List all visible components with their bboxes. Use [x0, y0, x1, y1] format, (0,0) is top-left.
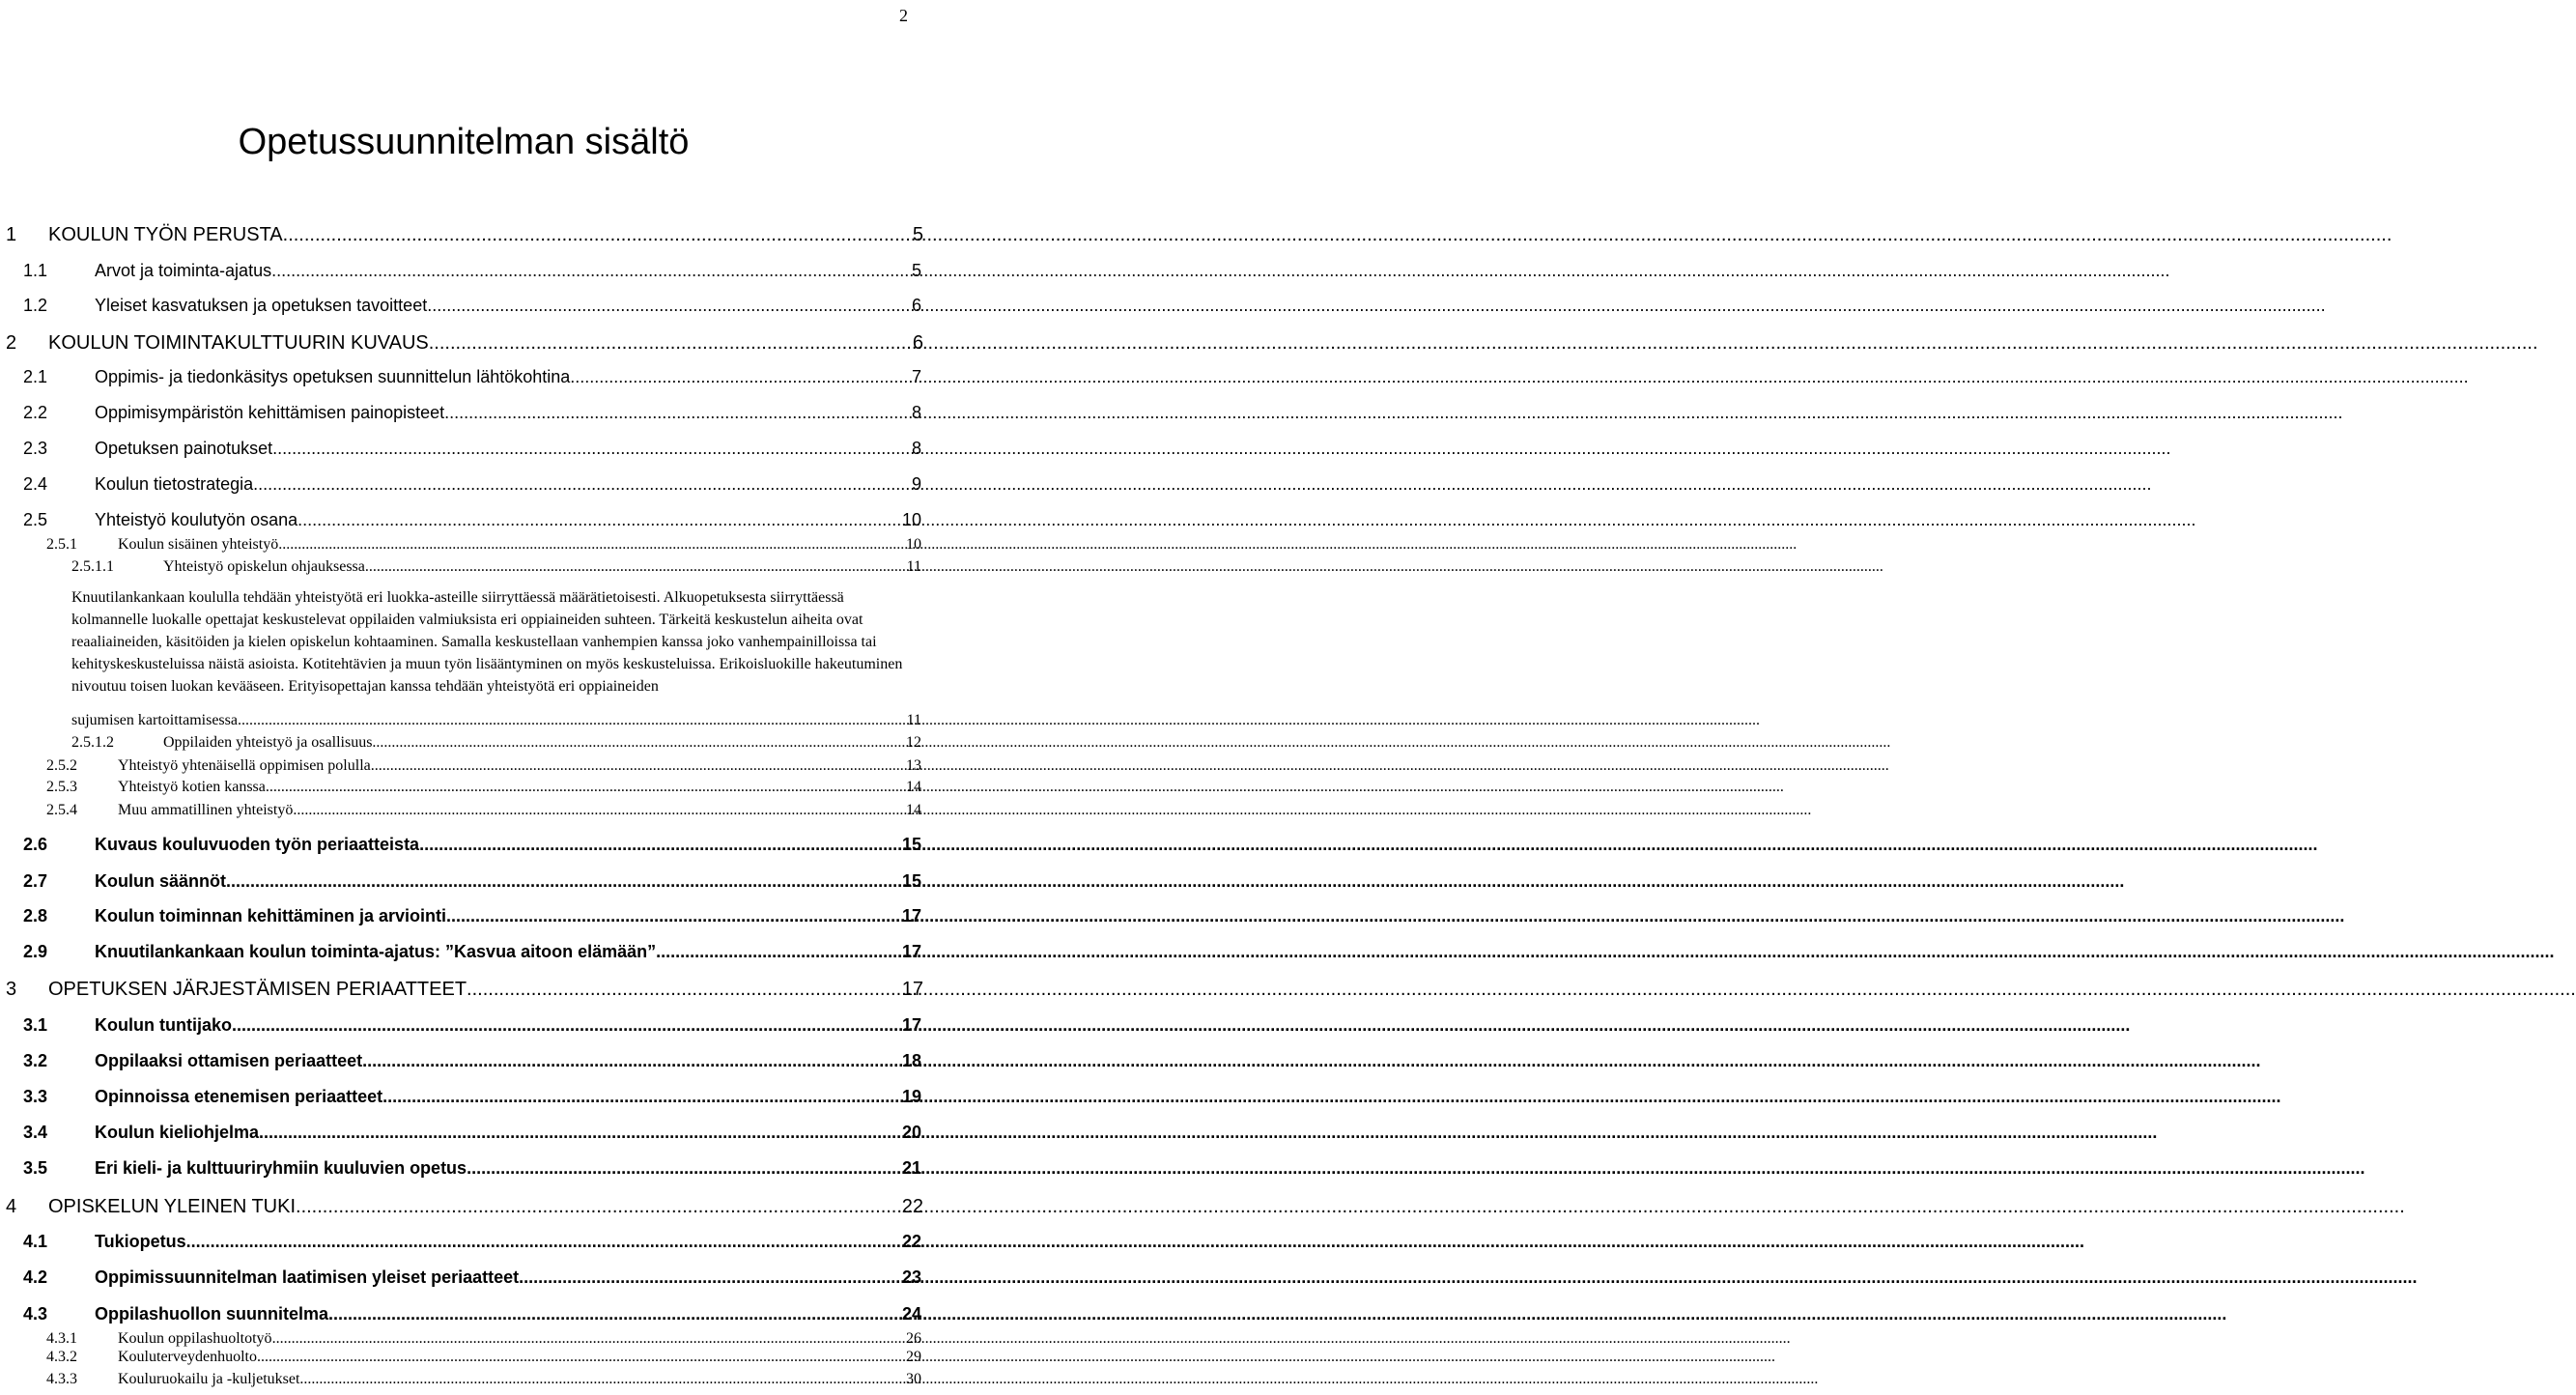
toc-entry[interactable] [0, 1304, 927, 1324]
dot-leader [232, 1015, 902, 1036]
toc-entry-text: Yleiset kasvatuksen ja opetuksen tavoitteet [95, 296, 428, 315]
toc-entry-number: 4.1 [23, 1232, 48, 1251]
toc-entry-number: 2.3 [23, 439, 48, 458]
toc-entry-number: 2.5.3 [46, 779, 77, 795]
dot-leader [297, 510, 902, 530]
toc-entry[interactable] [0, 367, 927, 387]
toc-entry-number: 2.5.1 [46, 536, 77, 553]
toc-entry-page: 22 [901, 1232, 921, 1251]
dot-leader [293, 802, 906, 819]
dot-leader [362, 1051, 902, 1071]
toc-entry-page: 10 [906, 536, 921, 553]
toc-entry[interactable] [0, 224, 927, 246]
toc-entry-page: 8 [911, 403, 921, 422]
toc-entry-number: 2.9 [23, 942, 48, 961]
toc-entry-number: 4 [6, 1196, 17, 1217]
toc-entry[interactable] [0, 1087, 927, 1107]
toc-entry-number: 2.1 [23, 367, 48, 386]
toc-entry-text: Koulun tuntijako [95, 1015, 232, 1035]
toc-entry-page: 17 [901, 979, 923, 1000]
toc-entry-page: 15 [901, 835, 921, 854]
toc-entry[interactable] [0, 802, 927, 819]
toc-entry[interactable] [0, 296, 927, 316]
toc-entry[interactable] [0, 510, 927, 530]
toc-entry-number: 2.5 [23, 510, 48, 529]
toc-entry-page: 5 [912, 224, 923, 245]
toc-entry-page: 24 [901, 1304, 921, 1324]
page-title: Opetussuunnitelman sisältö [238, 122, 690, 162]
dot-leader [296, 1196, 902, 1218]
dot-leader [570, 367, 912, 387]
toc-entry-text: Tukiopetus [95, 1232, 186, 1251]
toc-entry-text: Oppilashuollon suunnitelma [95, 1304, 329, 1324]
toc-entry[interactable] [0, 1015, 927, 1036]
dot-leader [272, 439, 912, 459]
toc-entry-page: 23 [901, 1267, 921, 1287]
toc-entry-text: Yhteistyö kotien kanssa [118, 779, 266, 795]
toc-entry-text: Oppilaaksi ottamisen periaatteet [95, 1051, 363, 1070]
toc-entry[interactable] [0, 906, 927, 926]
toc-entry-number: 2.5.1.2 [71, 734, 114, 751]
dot-leader [299, 1371, 906, 1388]
toc-entry[interactable] [0, 1232, 927, 1252]
toc-entry-text: Koulun toiminnan kehittäminen ja arviointi [95, 906, 447, 925]
dot-leader [446, 906, 902, 926]
dot-leader [186, 1232, 902, 1252]
toc-entry-page: 13 [906, 757, 921, 774]
toc-entry[interactable] [0, 942, 927, 962]
dot-leader [419, 835, 902, 855]
toc-entry-number: 1.2 [23, 296, 48, 315]
toc-entry[interactable] [0, 1158, 927, 1179]
dot-leader [266, 779, 906, 796]
toc-entry-text: Kouluruokailu ja -kuljetukset [118, 1371, 300, 1387]
toc-entry-page: 8 [911, 439, 921, 458]
toc-entry[interactable] [0, 403, 927, 423]
toc-entry-text: Koulun kieliohjelma [95, 1123, 260, 1142]
dot-leader [272, 1330, 906, 1348]
toc-entry-number: 2.5.4 [46, 802, 77, 818]
toc-entry-text: Yhteistyö opiskelun ohjauksessa [163, 558, 365, 575]
toc-entry-page: 15 [901, 871, 921, 891]
toc-entry-number: 3 [6, 979, 17, 1000]
dot-leader [467, 979, 902, 1001]
toc-entry-text: Koulun tietostrategia [95, 474, 254, 494]
toc-entry-text: Oppimisympäristön kehittämisen painopisteet [95, 403, 445, 422]
toc-entry-text: Koulun sisäinen yhteistyö [118, 536, 279, 553]
toc-entry[interactable] [0, 1371, 927, 1388]
dot-leader [429, 332, 913, 355]
toc-entry-text: Oppilaiden yhteistyö ja osallisuus [163, 734, 373, 751]
toc-entry-text: Arvot ja toiminta-ajatus [95, 261, 272, 280]
toc-entry-text: Koulun oppilashuoltotyö [118, 1330, 272, 1347]
toc-entry-number: 4.3.2 [46, 1349, 77, 1365]
toc-entry-page: 22 [901, 1196, 923, 1217]
toc-entry-page: 6 [912, 332, 923, 354]
toc-wrapped-paragraph-last-line[interactable] [71, 712, 921, 729]
toc-entry[interactable] [0, 757, 927, 775]
toc-entry[interactable] [0, 871, 927, 892]
dot-leader [372, 734, 906, 752]
dot-leader [444, 403, 912, 423]
toc-entry-page: 5 [911, 261, 921, 280]
toc-entry-text: Oppimis- ja tiedonkäsitys opetuksen suunnittelun lähtökohtina [95, 367, 571, 386]
toc-entry-text: Knuutilankankaan koulun toiminta-ajatus: ”Kasvua aitoon elämään” [95, 942, 657, 961]
toc-entry[interactable] [0, 835, 927, 855]
toc-wrapped-paragraph: Knuutilankankaan koululla tehdään yhteistyötä eri luokka-asteille siirryttäessä määrätietoisesti. Alkuopetuksesta siirryttäessä kolmannelle luokalle opettajat keskustelevat oppilaiden valmiuksista eri oppiaineiden suhteen. Tärkeitä keskustelun aiheita ovat reaaliaineiden, käsitöiden ja kielen opiskelun kohtaaminen. Samalla keskustellaan vanhempien kanssa joko vanhempainilloissa tai kehityskeskusteluissa näistä asioista. Kotitehtävien ja muun työn lisääntyminen on myös keskusteluissa. Erikoisluokille hakeutuminen nivoutuu toisen luokan kevääseen. Erityisopettajan kanssa tehdään yhteistyötä eri oppiaineiden [71, 589, 903, 695]
toc-entry[interactable] [0, 734, 927, 752]
toc-entry-text: KOULUN TYÖN PERUSTA [48, 224, 283, 245]
toc-entry-page: 17 [901, 906, 921, 925]
toc-entry-page: 12 [906, 734, 921, 751]
dot-leader [371, 757, 906, 775]
dot-leader [257, 1349, 906, 1366]
toc-entry-page: 11 [906, 712, 921, 728]
toc-entry-number: 4.3.3 [46, 1371, 77, 1387]
toc-entry-page: 9 [911, 474, 921, 494]
toc-entry-number: 2.5.1.1 [71, 558, 114, 575]
toc-entry-number: 2 [6, 332, 17, 354]
toc-entry-text: Muu ammatillinen yhteistyö [118, 802, 294, 818]
toc-entry-number: 2.2 [23, 403, 48, 422]
toc-entry-text: Opinnoissa etenemisen periaatteet [95, 1087, 383, 1106]
toc-entry-number: 3.3 [23, 1087, 48, 1106]
toc-entry-number: 3.4 [23, 1123, 48, 1142]
toc-entry-page: 17 [901, 942, 921, 961]
dot-leader [241, 712, 907, 729]
dot-leader [328, 1304, 902, 1324]
toc-entry[interactable] [0, 1349, 927, 1366]
toc-entry-page: 29 [906, 1349, 921, 1365]
dot-leader [253, 474, 912, 495]
toc-entry-text: Kouluterveydenhuolto [118, 1349, 257, 1365]
toc-entry-number: 1 [6, 224, 17, 245]
dot-leader [259, 1123, 902, 1143]
dot-leader [365, 558, 907, 576]
toc-entry-number: 4.2 [23, 1267, 48, 1287]
toc-entry-number: 2.6 [23, 835, 48, 854]
toc-entry-text: OPISKELUN YLEINEN TUKI [48, 1196, 297, 1217]
dot-leader [519, 1267, 902, 1288]
toc-entry[interactable] [0, 474, 927, 495]
toc-entry-number: 2.5.2 [46, 757, 77, 774]
dot-leader [271, 261, 912, 281]
toc-entry-number: 1.1 [23, 261, 48, 280]
toc-entry[interactable] [0, 1051, 927, 1071]
toc-entry-text: Yhteistyö koulutyön osana [95, 510, 298, 529]
toc-entry[interactable] [0, 979, 927, 1001]
dot-leader [226, 871, 902, 892]
dot-leader [427, 296, 912, 316]
toc-entry-text: Yhteistyö yhtenäisellä oppimisen polulla [118, 757, 371, 774]
toc-entry-text: Koulun säännöt [95, 871, 226, 891]
toc-entry[interactable] [0, 1267, 927, 1288]
toc-entry-page: 18 [901, 1051, 921, 1070]
toc-entry-text: KOULUN TOIMINTAKULTTUURIN KUVAUS [48, 332, 429, 354]
toc-entry-page: 14 [906, 802, 921, 818]
page-number: 2 [899, 6, 908, 25]
toc-entry-text: sujumisen kartoittamisessa. [71, 712, 241, 728]
toc-entry[interactable] [0, 536, 927, 554]
dot-leader [382, 1087, 902, 1107]
toc-entry-number: 3.5 [23, 1158, 48, 1178]
toc-entry-page: 26 [906, 1330, 921, 1347]
dot-leader [467, 1158, 902, 1179]
toc-entry-number: 4.3.1 [46, 1330, 77, 1347]
toc-entry-page: 17 [901, 1015, 921, 1035]
toc-entry-number: 2.8 [23, 906, 48, 925]
toc-entry[interactable] [0, 1196, 927, 1218]
toc-entry-text: Opetuksen painotukset [95, 439, 273, 458]
toc-entry-text: Eri kieli- ja kulttuuriryhmiin kuuluvien opetus [95, 1158, 467, 1178]
toc-entry[interactable] [0, 558, 927, 576]
toc-entry-page: 21 [901, 1158, 921, 1178]
toc-entry-number: 3.2 [23, 1051, 48, 1070]
dot-leader [656, 942, 902, 962]
toc-entry[interactable] [0, 439, 927, 459]
dot-leader [283, 224, 913, 246]
toc-entry-text: OPETUKSEN JÄRJESTÄMISEN PERIAATTEET [48, 979, 467, 1000]
toc-entry-page: 7 [911, 367, 921, 386]
toc-entry-number: 2.7 [23, 871, 48, 891]
dot-leader [278, 536, 906, 554]
toc-entry[interactable] [0, 1123, 927, 1143]
toc-entry-number: 2.4 [23, 474, 48, 494]
toc-entry-page: 30 [906, 1371, 921, 1387]
toc-entry-number: 4.3 [23, 1304, 48, 1324]
toc-entry-page: 19 [901, 1087, 921, 1106]
toc-entry-page: 10 [901, 510, 921, 529]
toc-entry[interactable] [0, 1330, 927, 1348]
toc-entry[interactable] [0, 332, 927, 355]
toc-entry-text: Kuvaus kouluvuoden työn periaatteista [95, 835, 420, 854]
toc-entry-page: 20 [901, 1123, 921, 1142]
toc-entry[interactable] [0, 261, 927, 281]
toc-entry-page: 14 [906, 779, 921, 795]
toc-entry-text: Oppimissuunnitelman laatimisen yleiset periaatteet [95, 1267, 520, 1287]
toc-entry-page: 11 [906, 558, 921, 575]
toc-entry[interactable] [0, 779, 927, 796]
toc-entry-page: 6 [911, 296, 921, 315]
toc-entry-number: 3.1 [23, 1015, 48, 1035]
